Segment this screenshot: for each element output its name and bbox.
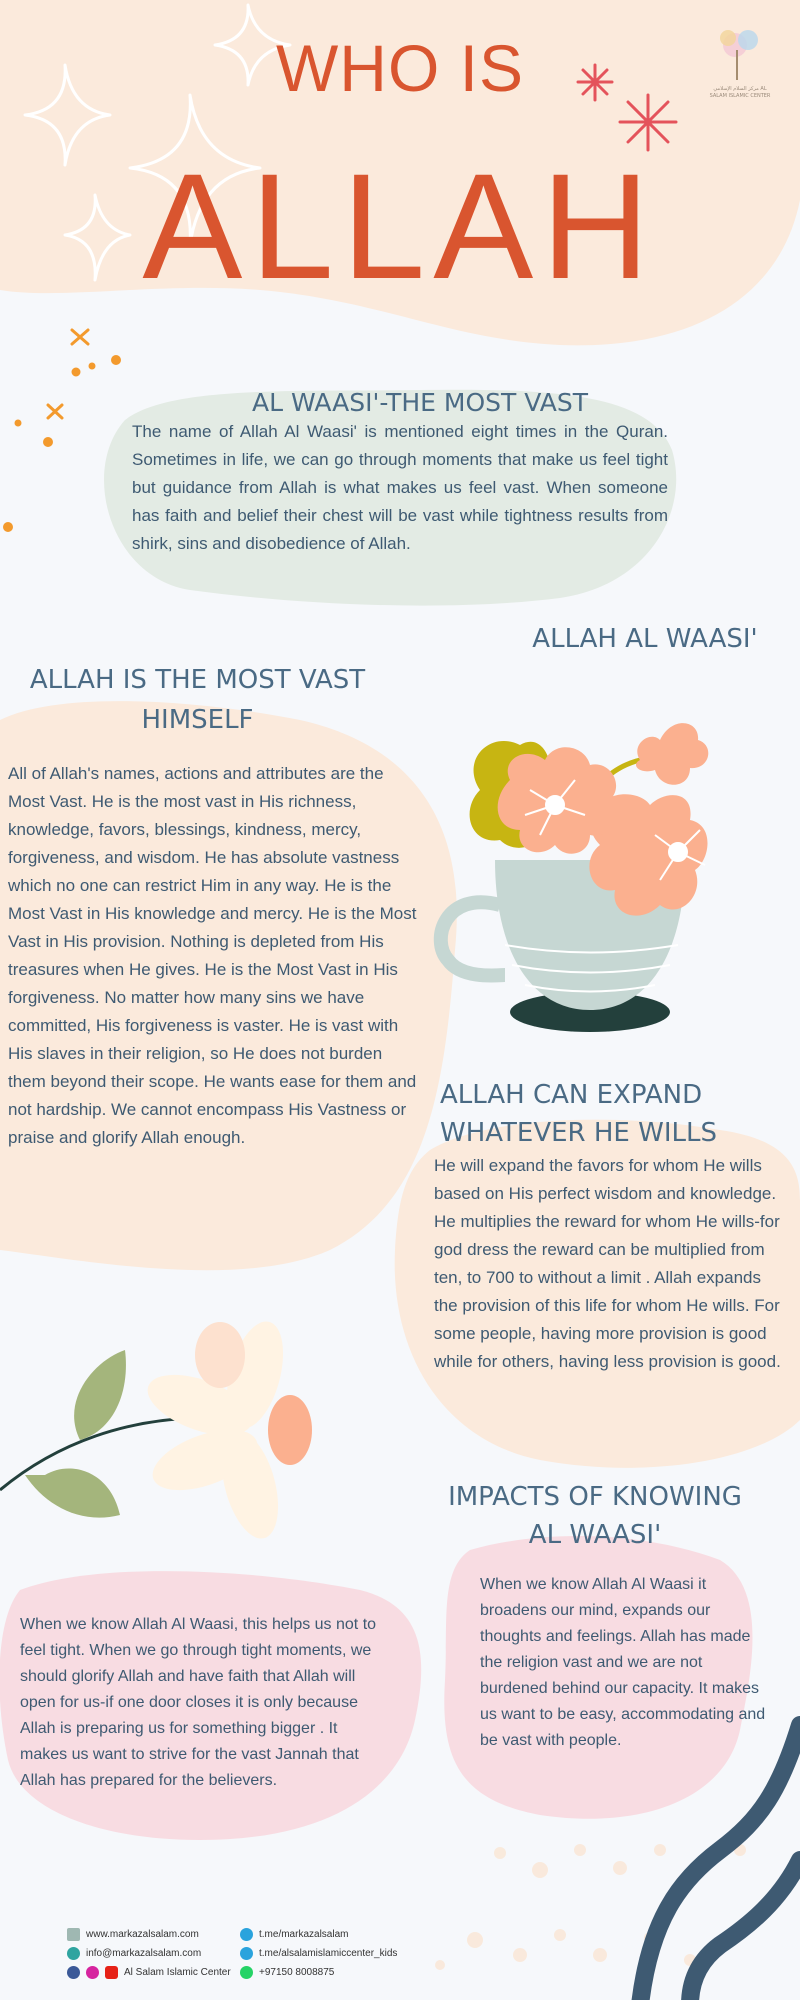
section3-heading-line1: ALLAH CAN EXPAND <box>440 1080 703 1110</box>
section2-heading-line2: HIMSELF <box>141 705 254 735</box>
footer-whatsapp[interactable]: +97150 8008875 <box>259 1967 335 1978</box>
section3-body: He will expand the favors for whom He wills based on His perfect wisdom and knowledge. He multiplies the reward for whom He wills-for god dress the reward can be multiplied from ten, to 700 to without a limit . Allah expands the provision of this life for whom He wills. For some people, having more provision is good while for others, having less provision is good. <box>434 1156 781 1371</box>
flower-illustration <box>0 1315 312 1544</box>
section2-body: All of Allah's names, actions and attributes are the Most Vast. He is the most vast in His richness, knowledge, favors, blessings, kindness, mercy, forgiveness, and wisdom. He has absolute vastness which no one can restrict Him in any way. He is the Most Vast in His knowledge and mercy. He is the Most Vast in His provision. Nothing is depleted from His treasures when He gives. He is the Most Vast in His forgiveness. No matter how many sins we have committed, His forgiveness is vaster. He is vast with His slaves in their religion, so He does not burden them beyond their scope. He wants ease for them and not hardship. We cannot encompass His Vastness or praise and glorify Allah enough. <box>8 764 417 1147</box>
section4-heading-line2: AL WAASI' <box>528 1520 662 1550</box>
title-main: ALLAH <box>142 142 658 310</box>
section4-heading-line1: IMPACTS OF KNOWING <box>448 1482 742 1512</box>
footer-social: Al Salam Islamic Center <box>124 1967 231 1978</box>
section4-body-right: When we know Allah Al Waasi it broadens our mind, expands our thoughts and feelings. Allah has made the religion vast and we are not burdened behind our capacity. It makes us want to be easy, accommodating and be vast with people. <box>480 1576 766 1749</box>
section1-body: The name of Allah Al Waasi' is mentioned eight times in the Quran. Sometimes in life, we can go through moments that make us feel tight but guidance from Allah is what makes us feel vast. When someone has faith and belief their chest will be vast while tightness results from shirk, sins and disobedience of Allah. <box>132 422 668 553</box>
section2-heading-line1: ALLAH IS THE MOST VAST <box>29 665 366 695</box>
footer-telegram1[interactable]: t.me/markazalsalam <box>259 1929 349 1940</box>
footer-email[interactable]: info@markazalsalam.com <box>86 1948 202 1959</box>
section3-heading-line2: WHATEVER HE WILLS <box>440 1118 717 1148</box>
cup-label: ALLAH AL WAASI' <box>532 624 758 654</box>
section1-heading: AL WAASI'-THE MOST VAST <box>252 388 588 417</box>
footer-website[interactable]: www.markazalsalam.com <box>86 1929 199 1940</box>
footer-telegram2[interactable]: t.me/alsalamislamiccenter_kids <box>259 1948 398 1959</box>
logo-text: مركز السلام الإسلامي AL SALAM ISLAMIC CENTER <box>709 86 771 99</box>
teacup-illustration <box>441 723 709 1032</box>
section4-body-left: When we know Allah Al Waasi, this helps us not to feel tight. When we go through tight moments, we should glorify Allah and have faith that Allah will open for us-if one door closes it is only because Allah is preparing us for something bigger . It makes us want to strive for the vast Jannah that Allah has prepared for the believers. <box>20 1616 377 1789</box>
title-top: WHO IS <box>276 31 524 105</box>
